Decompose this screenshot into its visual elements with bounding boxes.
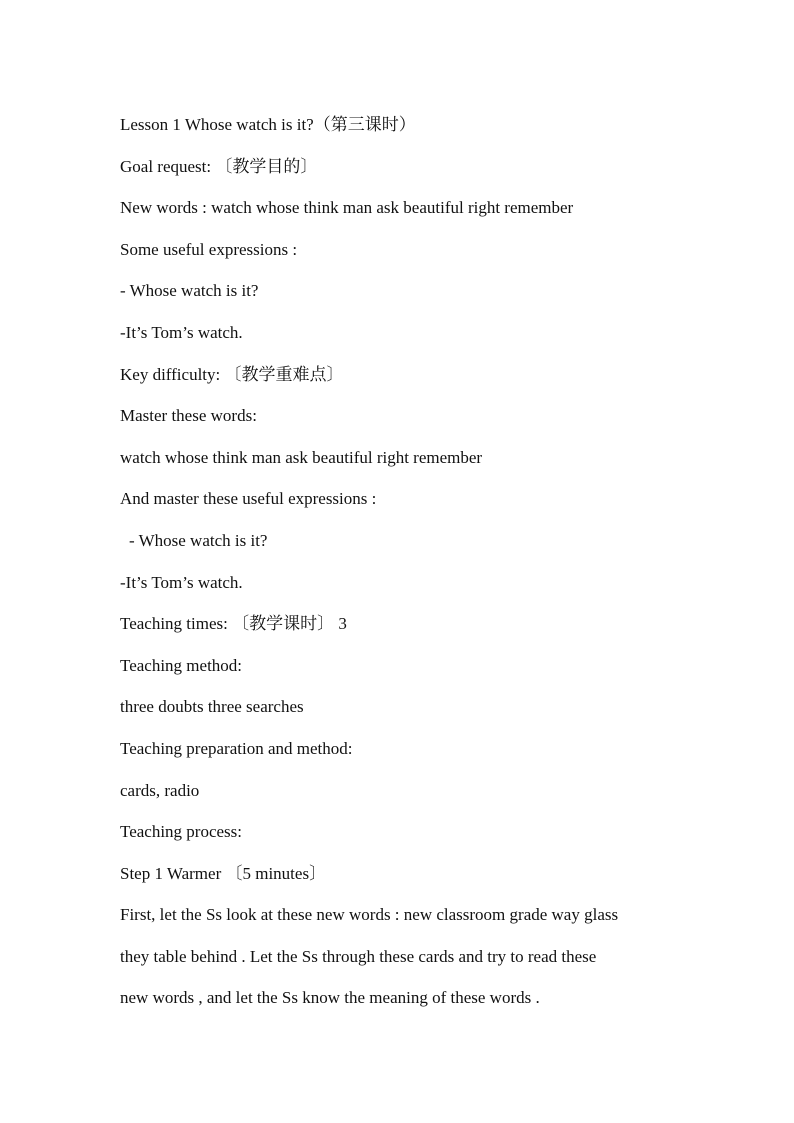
lesson-title: Lesson 1 Whose watch is it?（第三课时） [120, 115, 416, 134]
key-difficulty-heading: Key difficulty: 〔教学重难点〕 [120, 364, 344, 384]
master-expression-question: - Whose watch is it? [129, 530, 268, 550]
teaching-process-heading: Teaching process: [120, 822, 243, 842]
expression-question: - Whose watch is it? [120, 281, 259, 301]
teaching-method-heading: Teaching method: [120, 655, 243, 675]
teaching-times-line: Teaching times: 〔教学课时〕 3 [120, 614, 347, 634]
goal-request-heading: Goal request: 〔教学目的〕 [120, 156, 318, 176]
step-1-paragraph-line-2: they table behind . Let the Ss through these cards and try to read these [120, 946, 597, 966]
step-1-paragraph-line-3: new words , and let the Ss know the meaning of these words . [120, 988, 540, 1008]
step-1-heading: Step 1 Warmer 〔5 minutes〕 [120, 863, 327, 883]
teaching-preparation-heading: Teaching preparation and method: [120, 738, 353, 758]
master-words-list: watch whose think man ask beautiful right remember [120, 447, 483, 467]
new-words-line: New words : watch whose think man ask beautiful right remember [120, 198, 574, 218]
master-words-heading: Master these words: [120, 406, 257, 426]
step-1-paragraph-line-1: First, let the Ss look at these new words : new classroom grade way glass [120, 905, 619, 925]
master-expressions-heading: And master these useful expressions : [120, 489, 377, 509]
useful-expressions-heading: Some useful expressions : [120, 239, 298, 259]
expression-answer: -It’s Tom’s watch. [120, 322, 243, 342]
teaching-method-text: three doubts three searches [120, 697, 304, 717]
document-body [120, 104, 680, 1019]
teaching-preparation-text: cards, radio [120, 780, 200, 800]
master-expression-answer: -It’s Tom’s watch. [120, 572, 243, 592]
